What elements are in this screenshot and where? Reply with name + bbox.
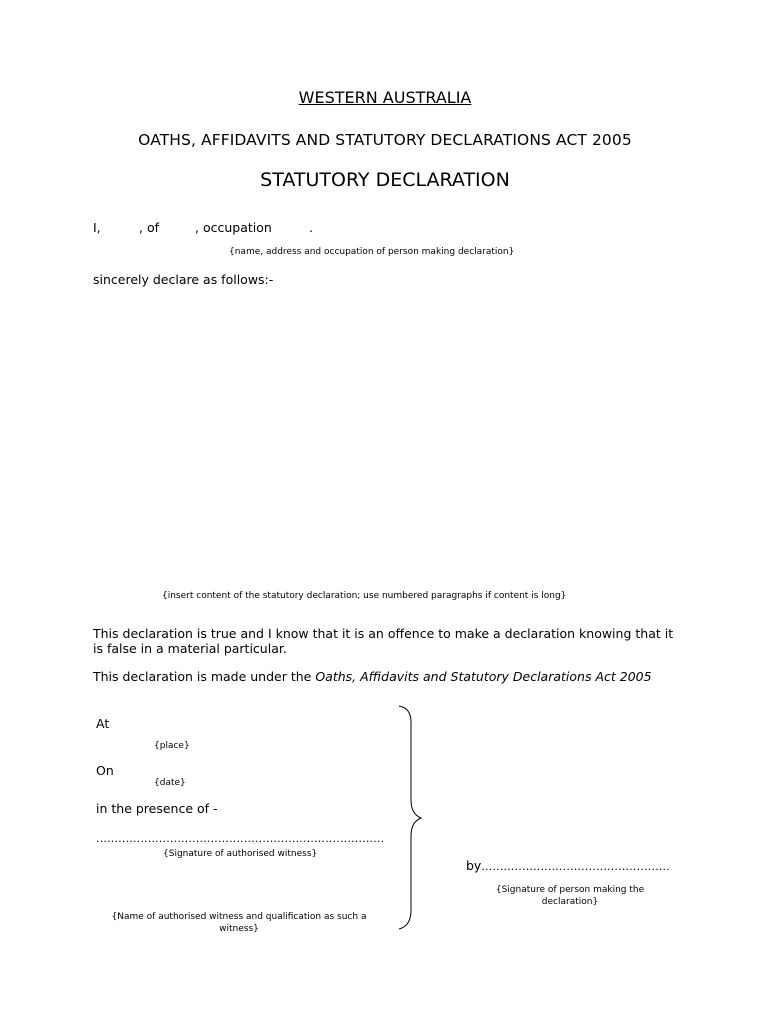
jurisdiction-heading: WESTERN AUSTRALIA	[298, 88, 472, 107]
declarant-i-label: I,	[93, 220, 101, 235]
declarant-occupation-label: , occupation	[195, 220, 272, 235]
date-hint: {date}	[154, 778, 186, 788]
made-under-prefix: This declaration is made under the	[93, 669, 312, 684]
at-label: At	[96, 716, 110, 731]
made-under-statement	[93, 669, 652, 684]
declarant-period: .	[309, 220, 313, 235]
presence-label: in the presence of -	[96, 801, 218, 816]
truth-statement-line-2: is false in a material particular.	[93, 641, 287, 656]
on-label: On	[96, 763, 114, 778]
act-title-heading: OATHS, AFFIDAVITS AND STATUTORY DECLARATIONS ACT 2005	[138, 131, 632, 149]
by-label: by	[466, 858, 482, 873]
declarant-hint: {name, address and occupation of person making declaration}	[229, 247, 515, 257]
truth-statement-line-1: This declaration is true and I know that it is an offence to make a declaration knowing that it	[93, 626, 674, 641]
place-hint: {place}	[154, 741, 190, 751]
declarant-of-label: , of	[139, 220, 159, 235]
form-title-heading: STATUTORY DECLARATION	[260, 169, 510, 191]
witness-name-hint-line-1: {Name of authorised witness and qualification as such a	[111, 912, 367, 922]
declarant-signature-hint-line-2: declaration}	[541, 897, 599, 907]
declarant-signature-line	[466, 858, 670, 873]
witness-signature-line: ..............................................................................	[96, 832, 385, 845]
intro-text: sincerely declare as follows:-	[93, 272, 274, 287]
declarant-signature-hint-line-1: {Signature of person making the	[495, 885, 645, 895]
witness-name-hint-line-2: witness}	[219, 924, 259, 934]
by-dots: ...................................................	[481, 860, 670, 873]
content-hint: {insert content of the statutory declaration; use numbered paragraphs if content is long}	[162, 591, 567, 601]
made-under-act: Oaths, Affidavits and Statutory Declarations Act 2005	[315, 669, 652, 684]
witness-signature-hint: {Signature of authorised witness}	[163, 849, 318, 859]
curly-brace-icon	[395, 704, 435, 934]
